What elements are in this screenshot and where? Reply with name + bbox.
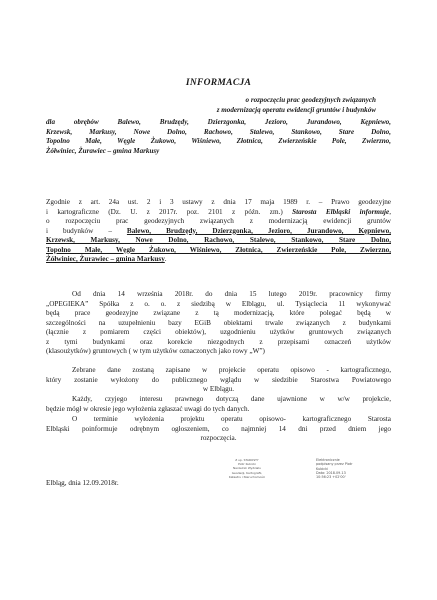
p5-line-3: rozpoczęcia. — [200, 434, 237, 443]
electronic-signature — [316, 458, 386, 479]
p1-line-7-period: . — [164, 255, 167, 264]
subtitle-line-1: o rozpoczęciu prac geodezyjnych związanych — [245, 96, 376, 104]
p1-line-7 — [46, 255, 391, 265]
precinct-line-2: Krzewsk, Markusy, Nowe Dolno, Rachowo, Stalewo, Stankowo, Stare Dolno, — [46, 127, 391, 136]
p1-line-2-comma: , — [389, 207, 391, 216]
stamp-line-5: Katastru i Nieruchomości — [228, 474, 266, 479]
p2-line-1: Od dnia 14 września 2018r. do dnia 15 lutego 2019r. pracownicy firmy — [72, 290, 391, 298]
p1-line-6 — [46, 246, 391, 256]
paragraph-works — [46, 290, 391, 357]
p1-precincts-3: Topolno Małe, Węgle Żukowo, Wiśniewo, Złotnica, Zwierzeńskie Pole, Zwierzno, — [46, 245, 391, 254]
p5-line-2: Elbląski poinformuje odrębnym ogłoszeniem, co najmniej 14 dni przed dniem jego — [46, 424, 391, 433]
p3-line-2: który zostanie wyłożony do publicznego wglądu w siedzibie Starostwa Powiatowego — [46, 375, 391, 384]
stamp-line-3: Naczelnik Wydziału — [233, 466, 261, 471]
paragraph-comments — [46, 395, 391, 414]
p1-line-2 — [46, 208, 391, 218]
p2-line-6: z tymi budynkami oraz korekcie niezgodnych z przepisami oznaczeń użytków — [46, 337, 391, 346]
signature-line-2: podpisany przez Piotr — [316, 462, 353, 467]
p2-line-3: będą prace geodezyjne związane z tą modernizacją, które polegać będą w — [46, 309, 391, 318]
p2-line-4: szczególności na uzupełnieniu bazy EGiB obiektami trwale związanych z budynkami — [46, 318, 391, 327]
precinct-line-4: Żółwiniec, Żurawiec – gmina Markusy — [46, 146, 160, 155]
place-and-date: Elbląg, dnia 12.09.2018r. — [46, 479, 119, 487]
signature-line-1: Elektronicznie — [316, 458, 340, 462]
paragraph-data-display — [46, 366, 391, 395]
signature-line-3: Kubicki — [316, 466, 329, 471]
signature-line-4: Data: 2018.09.13 — [316, 470, 346, 475]
starosta-informs: Starosta Elbląski informuje — [292, 207, 390, 216]
official-stamp — [226, 458, 268, 479]
p4-line-1: Każdy, czyjego interesu prawnego dotyczą dane ujawnione w w/w projekcie, — [72, 395, 391, 403]
p1-line-4-text: i budynków – — [46, 226, 127, 235]
p3-line-3: w Elblągu. — [202, 385, 235, 394]
signature-line-5: 10:56:23 +02'00' — [316, 475, 346, 480]
precinct-list — [46, 118, 391, 156]
document-title: INFORMACJA — [185, 78, 252, 88]
p1-line-3: o rozpoczęciu prac geodezyjnych związanych z modernizacją ewidencji gruntów — [46, 217, 391, 226]
paragraph-notice — [46, 415, 391, 444]
p5-line-1: O terminie wyłożenia projektu operatu opisowo- kartograficznego Starosta — [72, 415, 391, 423]
precinct-line-1: dla obrębów Balewo, Brudzędy, Dzierzgonka, Jezioro, Jurandowo, Kępniewo, — [46, 118, 391, 126]
document-subtitle — [46, 96, 376, 115]
p2-line-2: „OPEGIEKA” Spółka z o. o. z siedzibą w Elblągu, ul. Tysiąclecia 11 wykonywać — [46, 299, 391, 308]
precinct-line-3: Topolno Małe, Węgle Żukowo, Wiśniewo, Złotnica, Zwierzeńskie Pole, Zwierzno, — [46, 137, 391, 146]
stamp-line-4: Geodezji, Kartografii, — [231, 470, 263, 475]
stamp-line-1: Z up. STAROSTY — [235, 458, 259, 462]
p1-precincts-2: Krzewsk, Markusy, Nowe Dolno, Rachowo, Stalewo, Stankowo, Stare Dolno, — [46, 236, 391, 245]
paragraph-legal-basis — [46, 198, 391, 265]
p1-precincts-1: Balewo, Brudzędy, Dzierzgonka, Jezioro, Jurandowo, Kępniewo, — [126, 226, 392, 235]
p2-line-7: (klasoużytków) gruntowych ( w tym użytków oznaczonych jako rowy „W”) — [46, 347, 265, 356]
p1-line-1: Zgodnie z art. 24a ust. 2 i 3 ustawy z dnia 17 maja 1989 r. – Prawo geodezyjne — [46, 198, 391, 206]
p2-line-5: (łącznie z pomiarem części obiektów), uzgodnieniu użytków gruntowych związanych — [46, 328, 391, 337]
p4-line-2: będzie mógł w okresie jego wyłożenia zgłaszać uwagi do tych danych. — [46, 404, 250, 413]
subtitle-line-2: z modernizacją operatu ewidencji gruntów i budynków — [216, 105, 376, 114]
p1-line-5 — [46, 236, 391, 246]
p1-precincts-4: Żółwiniec, Żurawiec – gmina Markusy — [46, 255, 165, 264]
p3-line-1: Zebrane dane zostaną zapisane w projekcie operatu opisowo - kartograficznego, — [72, 366, 391, 374]
p1-line-4 — [46, 227, 391, 237]
stamp-line-2: Piotr Kubicki — [238, 462, 256, 467]
p1-line-2-text: i kartograficzne (Dz. U. z 2017r. poz. 2101 z późn. zm.) — [46, 207, 293, 216]
